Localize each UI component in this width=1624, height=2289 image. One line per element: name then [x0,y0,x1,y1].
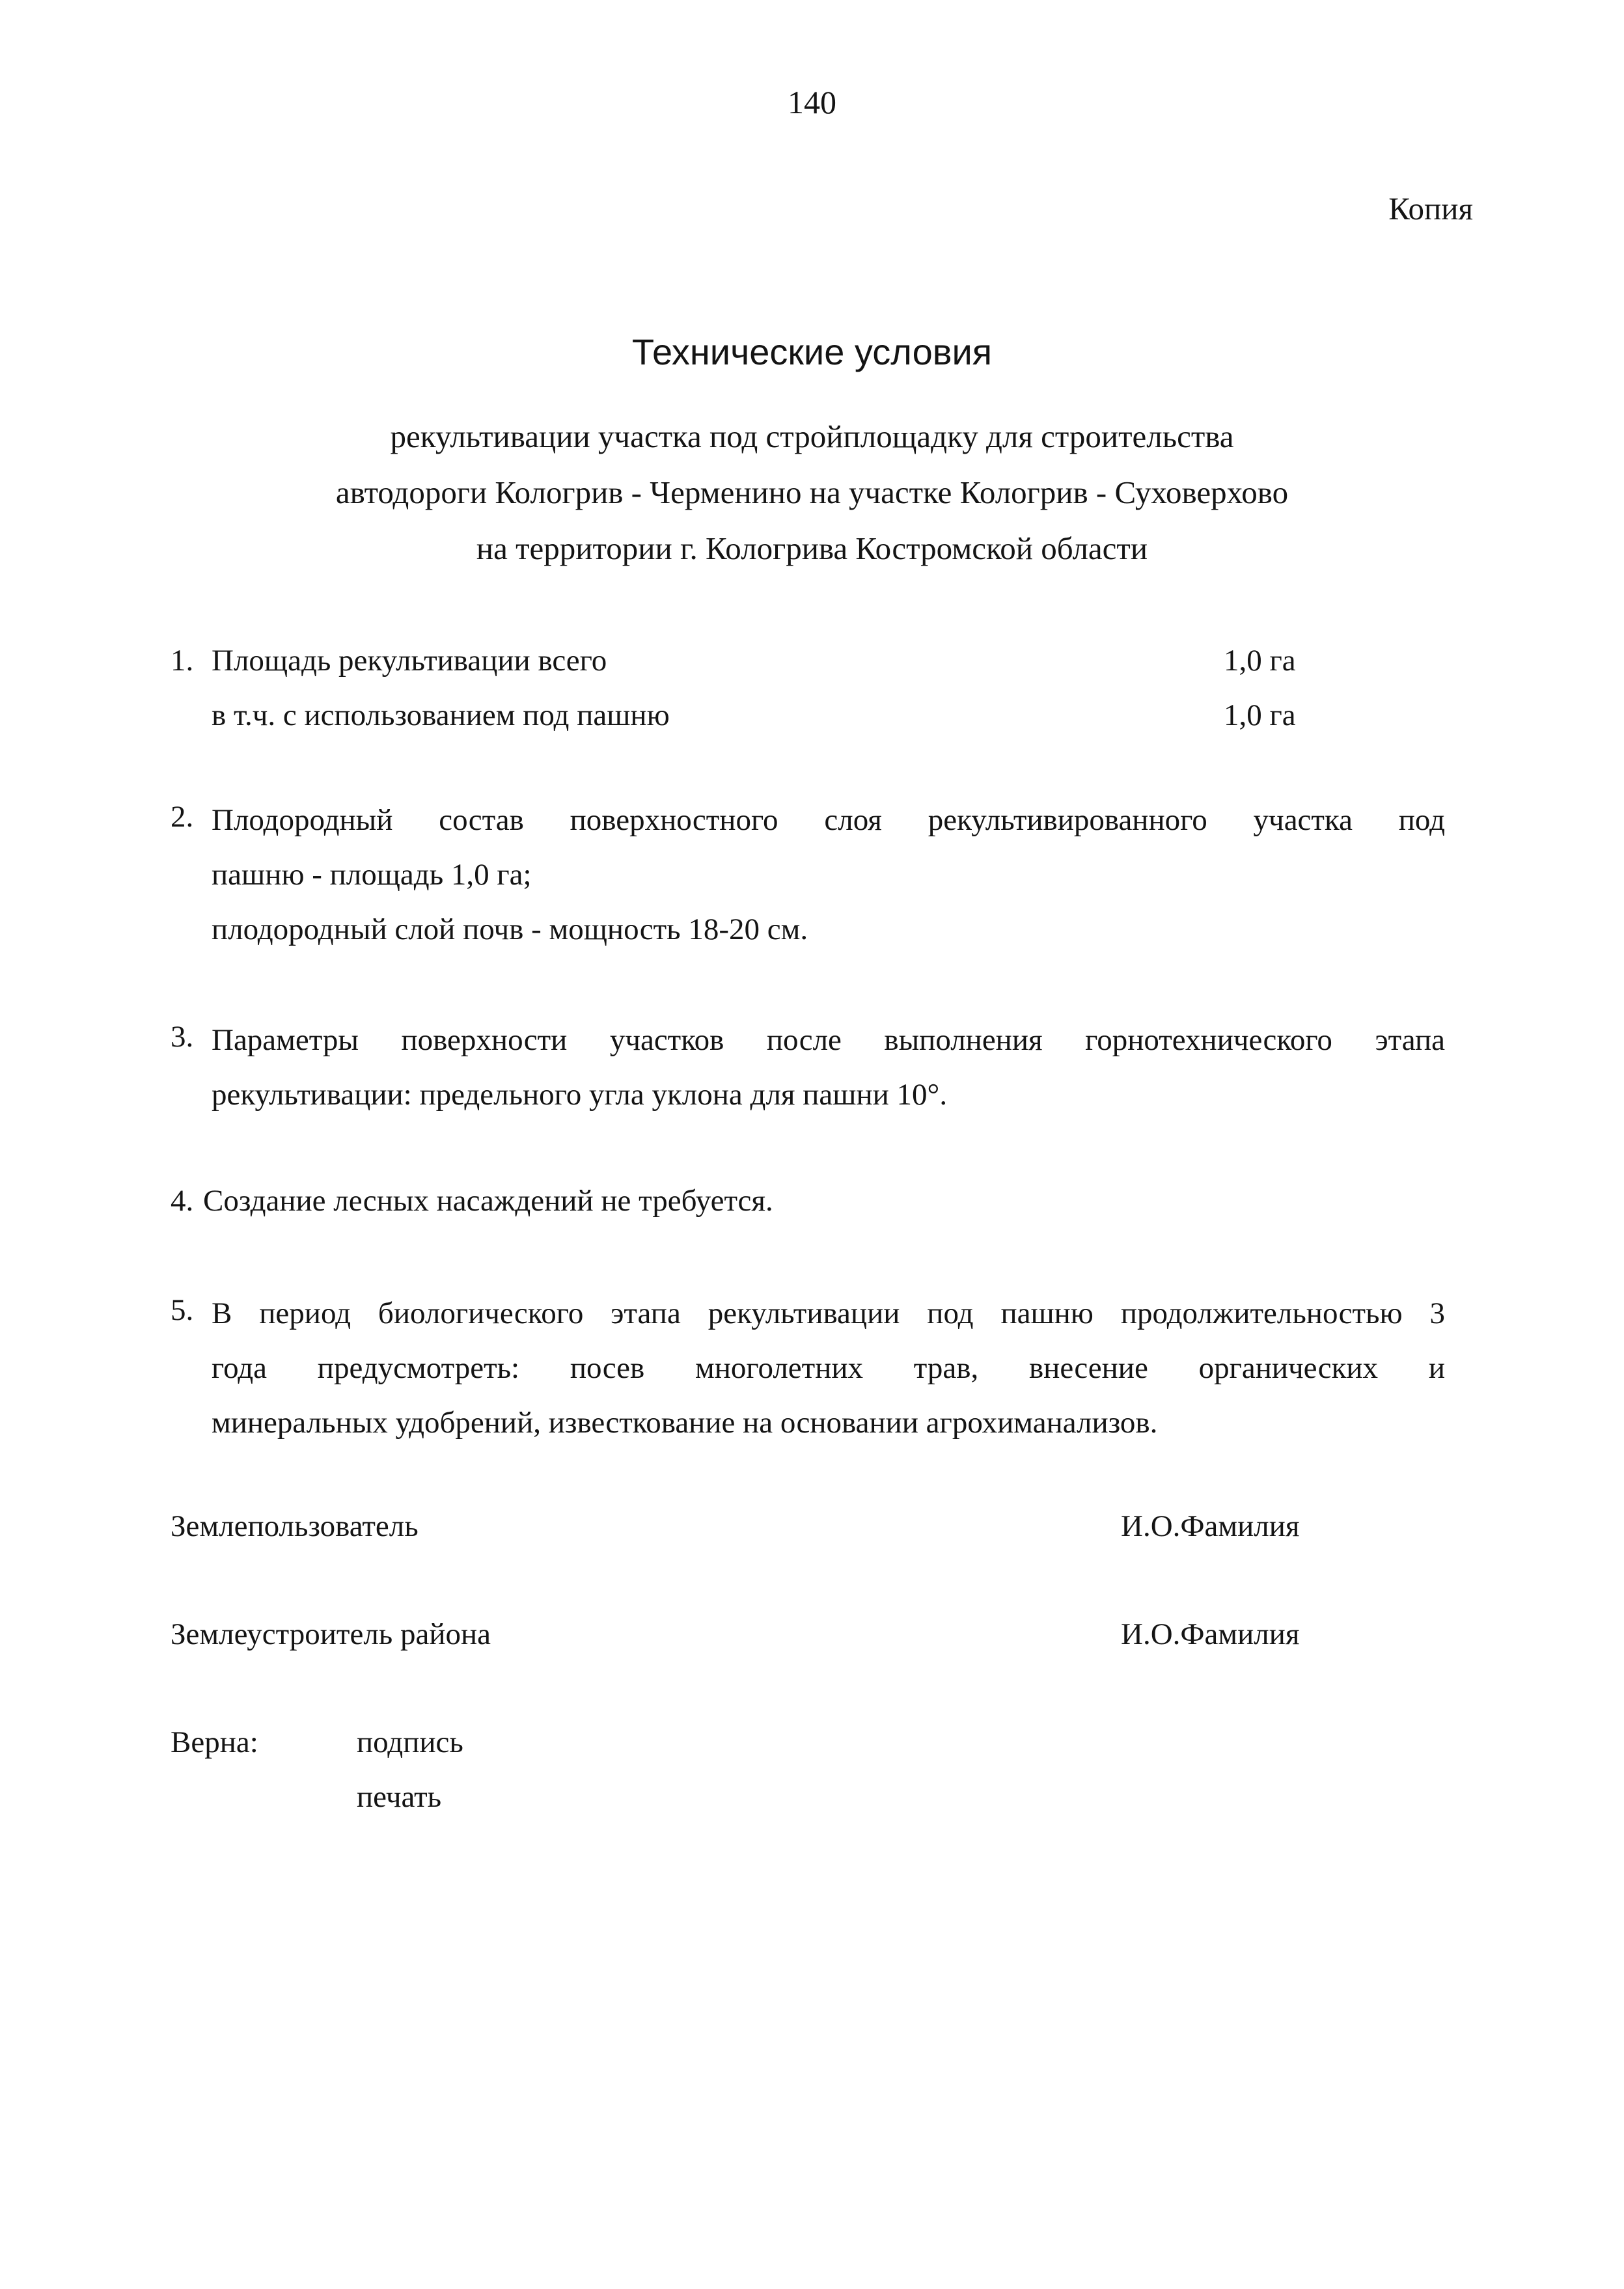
item-5-number: 5. [171,1293,194,1327]
item-2-body [212,793,1445,957]
item-1-number: 1. [171,644,194,678]
item-4-number: 4. [171,1184,194,1218]
item-5-line-2: года предусмотреть: посев многолетних трав, внесение органических и [212,1351,1445,1385]
item-1-line-2-text: в т.ч. с использованием под пашню [212,698,670,732]
item-2-line-3: плодородный слой почв - мощность 18-20 см. [212,912,808,946]
item-3-body [212,1013,1445,1122]
item-5-body [212,1286,1445,1450]
item-4-line-1: Создание лесных насаждений не требуется. [203,1184,773,1218]
certification-label: Верна: [171,1725,258,1759]
certification-stamp: печать [357,1780,442,1814]
subtitle-line-1: рекультивации участка под стройплощадку для строительства [390,418,1234,454]
copy-mark: Копия [1388,191,1473,226]
signature-name-land-user: И.О.Фамилия [1121,1509,1300,1543]
item-3-number: 3. [171,1020,194,1054]
page-number: 140 [788,84,836,120]
item-5-line-3: минеральных удобрений, известкование на основании агрохиманализов. [212,1406,1158,1440]
item-5-line-1: В период биологического этапа рекультивации под пашню продолжительностью 3 [212,1296,1445,1330]
item-2-number: 2. [171,800,194,834]
document-title: Технические условия [631,331,993,372]
item-2-line-1: Плодородный состав поверхностного слоя рекультивированного участка под [212,803,1445,837]
item-1-line-1-value: 1,0 га [1224,644,1296,678]
certification-signature: подпись [357,1725,463,1759]
signature-name-land-surveyor: И.О.Фамилия [1121,1617,1300,1651]
subtitle-line-2: автодороги Кологрив - Черменино на участке Кологрив - Суховерхово [335,474,1289,510]
item-1-line-2-value: 1,0 га [1224,698,1296,732]
subtitle-line-3: на территории г. Кологрива Костромской области [476,530,1148,566]
signature-role-land-surveyor: Землеустроитель района [171,1617,491,1651]
item-3-line-2: рекультивации: предельного угла уклона для пашни 10°. [212,1078,948,1112]
signature-role-land-user: Землепользователь [171,1509,419,1543]
item-3-line-1: Параметры поверхности участков после выполнения горнотехнического этапа [212,1023,1445,1057]
item-1-line-1-text: Площадь рекультивации всего [212,644,607,678]
item-2-line-2: пашню - площадь 1,0 га; [212,858,532,892]
